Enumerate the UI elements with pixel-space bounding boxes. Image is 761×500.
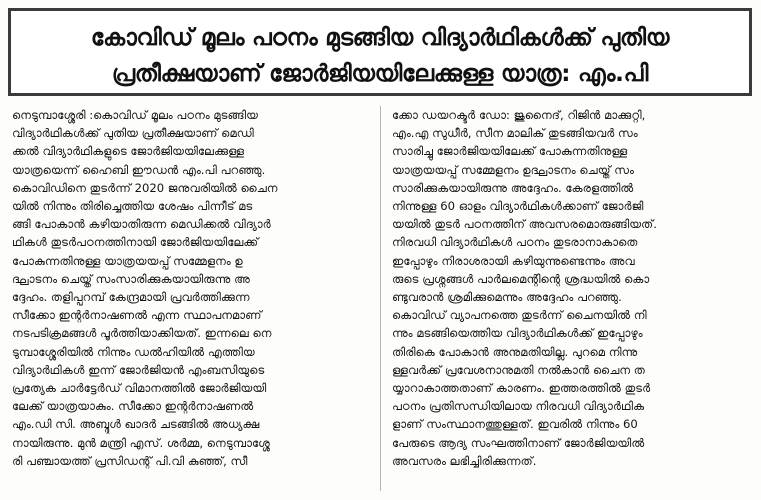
- column-divider: [380, 106, 381, 491]
- article-text-line: ലേക്ക് യാത്രയാകും. സീക്കോ ഇന്റർനാഷണൽ: [12, 399, 254, 414]
- article-text-line: അവസരം ലഭിച്ചിരിക്കുന്നത്.: [392, 453, 537, 468]
- article-text-line: ണ്ടുവരാൻ ശ്രമിക്കുമെന്നും അദ്ദേഹം പറഞ്ഞു.: [392, 290, 622, 305]
- article-text-line: ക്കോ ഡയറക്ടർ ഡോ: ജുനൈദ്, റിജിൻ മാക്കുറ്റി,: [392, 108, 646, 122]
- article-text-line: കൊവിഡ് വ്യാപനത്തെ തുടർന്ന് ചൈനയിൽ നി: [392, 308, 647, 323]
- article-text-line: യയിൽ തുടർ പഠനത്തിന് അവസരമൊരുങ്ങിയത്.: [392, 217, 657, 232]
- article-text-line: രി പഞ്ചായത്ത് പ്രസിഡന്റ് പി.വി കുഞ്ഞ്, സീ: [12, 453, 248, 468]
- article-text-line: സാരിച്ചു ജോർജിയയിലേക്ക് പോകുന്നതിനുള്ള: [392, 144, 628, 159]
- article-text-line: യാത്രയെന്ന് ഹൈബി ഈഡൻ എം.പി പറഞ്ഞു.: [12, 162, 266, 177]
- article-text-line: രുടെ പ്രശ്നങ്ങൾ പാർലമെന്റിന്റെ ശ്രദ്ധയിൽ കൊ: [392, 271, 650, 286]
- article-text-line: തിരികെ പോകാൻ അനുമതിയില്ല. പുറമെ നിന്നു: [392, 344, 638, 359]
- article-text-line: ഇപ്പോഴും നിരാശരായി കഴിയുന്നുണ്ടെന്നും അവ: [392, 253, 635, 268]
- article-text-line: ക്കൽ വിദ്യാർഥികളുടെ ജോർജിയയിലേക്കുള്ള: [12, 144, 245, 159]
- headline-line-1: കോവിഡ് മൂലം പഠനം മുടങ്ങിയ വിദ്യാർഥികൾക്ക് പുതിയ: [90, 25, 670, 51]
- article-text-line: നിരവധി വിദ്യാർഥികൾ പഠനം തുടരാനാകാതെ: [392, 235, 638, 250]
- article-text-line: പഠനം പ്രതിസന്ധിയിലായ നിരവധി വിദ്യാർഥിക: [392, 399, 645, 414]
- article-text-line: എം.എ സുധീർ, സീന മാലിക് തുടങ്ങിയവർ സം: [392, 126, 638, 141]
- article-text-line: പ്രത്യേക ചാർട്ടേർഡ് വിമാനത്തിൽ ജോർജിയയി: [12, 381, 267, 396]
- article-text-line: യാത്രയയപ്പ് സമ്മേളനം ഉദ്ഘാടനം ചെയ്ത് സം: [392, 162, 635, 177]
- article-body: [12, 106, 750, 496]
- article-text-line: എം.ഡി സി. അബ്ദുൾ ഖാദർ ചടങ്ങിൽ അധ്യക്ഷ: [12, 417, 260, 432]
- article-text-line: നായിരുന്നു. മുൻ മന്ത്രി എസ്. ശർമ്മ, നെടുമ്പാശ്ശേ: [12, 435, 270, 450]
- article-text-line: ഥികൾ തുടർപഠനത്തിനായി ജോർജിയയിലേക്ക്: [12, 235, 259, 250]
- article-text-line: യ്യാറാകാത്തതാണ് കാരണം. ഇത്തരത്തിൽ തുടർ: [392, 381, 651, 396]
- article-text-line: സാരിക്കുകയായിരുന്നു അദ്ദേഹം. കേരളത്തിൽ: [392, 180, 634, 195]
- article-text-line: ന്നും മടങ്ങിയെത്തിയ വിദ്യാർഥികൾക്ക് ഇപ്പോഴും: [392, 326, 643, 341]
- article-text-line: വിദ്യാർഥികൾ ഇന്ന് ജോർജിയൻ എംബസിയുടെ: [12, 362, 265, 377]
- article-text-line: നെടുമ്പാശ്ശേരി :കൊവിഡ് മൂലം പഠനം മുടങ്ങിയ: [12, 108, 259, 122]
- article-text-line: സീക്കോ ഇന്റർനാഷണൽ എന്ന സ്ഥാപനമാണ്: [12, 308, 262, 323]
- headline-line-2: പ്രതീക്ഷയാണ് ജോർജിയയിലേക്കുള്ള യാത്ര: എം.പി: [111, 61, 649, 87]
- article-text-line: കൊവിഡിനെ തുടർന്ന് 2020 ജനുവരിയിൽ ചൈന: [12, 180, 278, 195]
- article-text-line: ളാണ് സംസ്ഥാനത്തുള്ളത്. ഇവരിൽ നിന്നും 60: [392, 417, 638, 432]
- headline-box: [8, 8, 752, 96]
- article-text-line: ദ്ദേഹം. തളിപ്പറമ്പ് കേന്ദ്രമായി പ്രവർത്തിക്കുന്ന: [12, 290, 250, 305]
- article-text-line: ദ്ഘാടനം ചെയ്ത് സംസാരിക്കുകയായിരുന്നു അ: [12, 271, 250, 286]
- article-text-line: ള്ളവർക്ക് പ്രവേശനാനുമതി നൽകാൻ ചൈന ത: [392, 362, 645, 377]
- article-text-line: പേരുടെ ആദ്യ സംഘത്തിനാണ് ജോർജിയയിൽ: [392, 435, 645, 450]
- article-text-line: നടപടിക്രമങ്ങൾ പൂർത്തിയാക്കിയത്. ഇന്നലെ നെ: [12, 326, 272, 341]
- article-column-left: [12, 106, 368, 496]
- article-text-line: പോകുന്നതിനുള്ള യാത്രയയപ്പ് സമ്മേളനം ഉ: [12, 253, 243, 268]
- article-text-line: യിൽ നിന്നും തിരിച്ചെത്തിയ ശേഷം പിന്നീട് മട: [12, 199, 253, 214]
- article-text-line: ങ്ങി പോകാൻ കഴിയാതിരുന്ന മെഡിക്കൽ വിദ്യാർ: [12, 217, 271, 232]
- article-column-right: [392, 106, 748, 496]
- article-text-line: നിന്നുള്ള 60 ഓളം വിദ്യാർഥികൾക്കാണ് ജോർജി: [392, 199, 644, 214]
- article-text-line: ടുമ്പാശ്ശേരിയിൽ നിന്നും ഡൽഹിയിൽ എത്തിയ: [12, 344, 255, 359]
- article-text-line: വിദ്യാർഥികൾക്ക് പുതിയ പ്രതീക്ഷയാണ് മെഡി: [12, 126, 254, 141]
